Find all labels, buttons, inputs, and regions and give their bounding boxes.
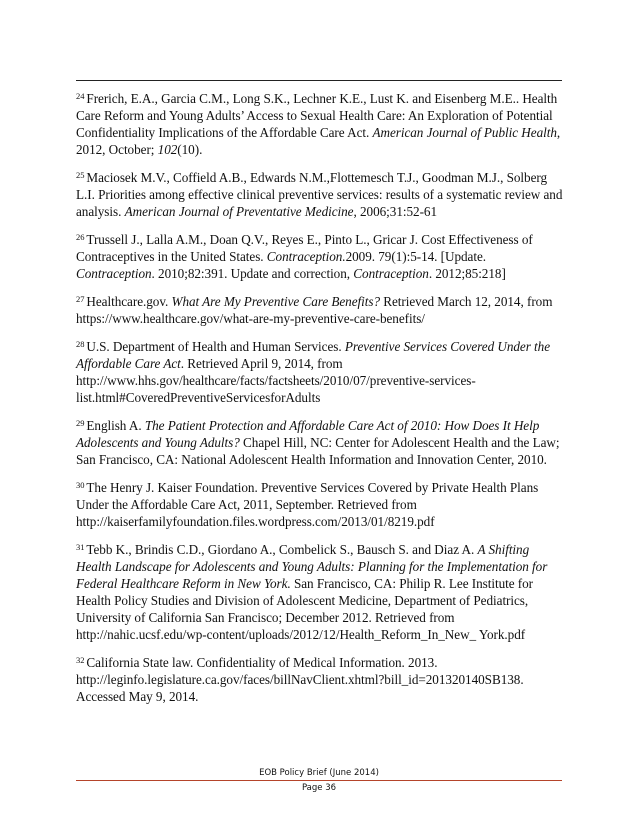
footnote-italic-text: Contraception [353, 266, 429, 281]
footnote-text: Frerich, E.A., Garcia C.M., Long S.K., Lechner K.E., Lust K. and Eisenberg M.E.. Health Care Reform and Young Adults’ Access to Sexual Health Care: An Exploration of Potential Confidentiality Implications of the Affordable Care Act. [76, 91, 558, 140]
footnote-text: 2009. 79(1):5-14. [Update. [345, 249, 487, 264]
page-number: Page 36 [301, 783, 337, 793]
footnote-number: 24 [76, 91, 85, 101]
footnote-text: (10). [177, 142, 203, 157]
footnote-number: 29 [76, 418, 85, 428]
footnote-italic-text: Contraception [76, 266, 152, 281]
footnote-text: California State law. Confidentiality of Medical Information. 2013. http://leginfo.legislature.ca.gov/faces/billNavClient.xhtml?bill_id=201320140SB138. Accessed May 9, 2014. [76, 655, 524, 704]
footnote-text: Retrieved March 12, 2014, from https://www.healthcare.gov/what-are-my-preventive-care-benefits/ [76, 294, 553, 326]
footnote-text: , 2006;31:52-61 [353, 204, 438, 219]
footnote-32 [76, 654, 566, 705]
footnote-number: 27 [76, 294, 85, 304]
footnote-text: San Francisco, CA: Philip R. Lee Institute for Health Policy Studies and Division of Adolescent Medicine, Department of Pediatrics, University of California San Francisco; December 2012. Retrieved from http://nahic.ucsf.edu/wp-content/uploads/2012/12/Health_Reform_In_New_ York.pdf [76, 576, 534, 642]
footnote-31 [76, 541, 566, 643]
footnote-number: 26 [76, 232, 85, 242]
footnote-text: . 2012;85:218] [428, 266, 506, 281]
footnote-text: . Retrieved April 9, 2014, from http://www.hhs.gov/healthcare/facts/factsheets/2010/07/preventive-services-list.html#CoveredPreventiveServicesforAdults [76, 356, 476, 405]
footnote-number: 30 [76, 480, 85, 490]
footnote-italic-text: A Shifting Health Landscape for Adolescents and Young Adults: Planning for the Implementation for Federal Healthcare Reform in New York. [76, 542, 548, 591]
footnote-italic-text: 102 [157, 142, 178, 157]
footnote-italic-text: The Patient Protection and Affordable Care Act of 2010: How Does It Help Adolescents and Young Adults? [76, 418, 540, 450]
footnote-25 [76, 169, 566, 220]
footnote-text: The Henry J. Kaiser Foundation. Preventive Services Covered by Private Health Plans Under the Affordable Care Act, 2011, September. Retrieved from http://kaiserfamilyfoundation.files.wordpress.com/2013/01/8219.pdf [76, 480, 539, 529]
footnote-24 [76, 90, 566, 158]
footnote-italic-text: American Journal of Public Health [372, 125, 557, 140]
page-footer [76, 768, 562, 794]
footnote-text: Maciosek M.V., Coffield A.B., Edwards N.M.,Flottemesch T.J., Goodman M.J., Solberg L.I. Priorities among effective clinical preventive services: results of a systematic review and analysis. [76, 170, 563, 219]
footnote-30 [76, 479, 566, 530]
footnote-text: Trussell J., Lalla A.M., Doan Q.V., Reyes E., Pinto L., Gricar J. Cost Effectiveness of Contraceptives in the United States. [76, 232, 533, 264]
footnote-number: 25 [76, 170, 85, 180]
footnote-26 [76, 231, 566, 282]
footnote-italic-text: Contraception. [266, 249, 346, 264]
footnote-text: English A. [86, 418, 145, 433]
footnote-number: 28 [76, 339, 85, 349]
footnote-text: Tebb K., Brindis C.D., Giordano A., Combelick S., Bausch S. and Diaz A. [86, 542, 478, 557]
footer-rule [76, 780, 562, 781]
footnote-italic-text: What Are My Preventive Care Benefits? [171, 294, 380, 309]
footer-title: EOB Policy Brief (June 2014) [259, 768, 379, 778]
footnotes-list [76, 90, 566, 716]
footnote-number: 32 [76, 655, 85, 665]
footnote-text: Healthcare.gov. [86, 294, 172, 309]
footnote-italic-text: Preventive Services Covered Under the Affordable Care Act [76, 339, 551, 371]
footnote-text: Chapel Hill, NC: Center for Adolescent Health and the Law; San Francisco, CA: National Adolescent Health Information and Innovation Center, 2010. [76, 435, 560, 467]
footnote-text: , 2012, October; [76, 125, 561, 157]
footnote-29 [76, 417, 566, 468]
footnote-italic-text: American Journal of Preventative Medicine [124, 204, 354, 219]
footnote-text: U.S. Department of Health and Human Services. [86, 339, 345, 354]
footnote-number: 31 [76, 542, 85, 552]
footnote-28 [76, 338, 566, 406]
footnote-text: . 2010;82:391. Update and correction, [151, 266, 354, 281]
footnote-separator-rule [76, 80, 562, 81]
footnote-27 [76, 293, 566, 327]
